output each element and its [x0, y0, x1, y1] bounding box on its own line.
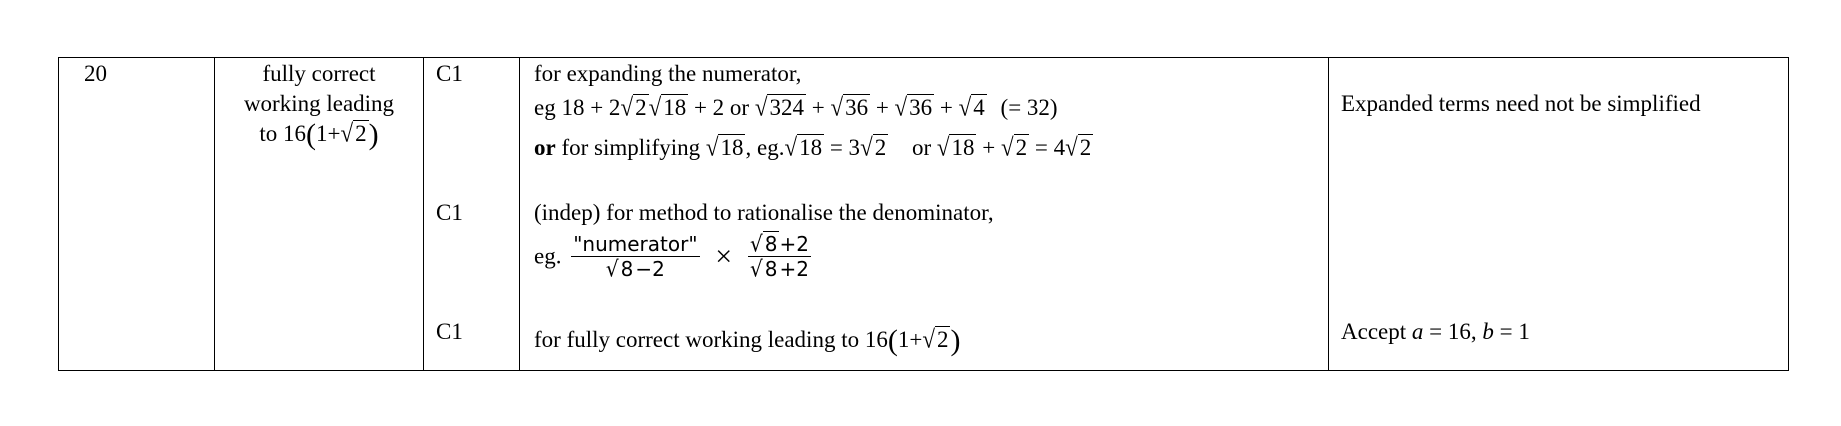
column-divider: [214, 57, 215, 371]
answer-line-3: to 16(1+√2): [259, 118, 379, 151]
note-accept: Accept a = 16, b = 1: [1341, 319, 1530, 344]
mark-code: C1: [436, 319, 463, 344]
column-divider: [519, 57, 520, 371]
fraction: $\frac{√ 8 +2}{√ 8 +2}$: [749, 230, 809, 283]
sqrt: √2: [340, 119, 367, 148]
column-divider: [1328, 57, 1329, 371]
note-expanded-terms: Expanded terms need not be simplified: [1341, 91, 1701, 116]
guidance-line: (indep) for method to rationalise the denominator,: [534, 200, 994, 225]
column-divider: [423, 57, 424, 371]
guidance-final: for fully correct working leading to 16(1+√2): [534, 324, 961, 357]
mark-code: C1: [436, 61, 463, 86]
guidance-simplify: or for simplifying √18, eg.√18 = 3√2 or √18 + √2 = 4√2: [534, 133, 1092, 162]
guidance-line: for expanding the numerator,: [534, 61, 802, 86]
guidance-rationalise: eg. $\frac{\text{"numerator"}}{√ 8 -2}$ × $\frac{√ 8 +2}{√ 8 +2}$: [534, 230, 809, 283]
answer-line-1: fully correct: [262, 61, 376, 86]
guidance-expansion: eg 18 + 2√2√18 + 2 or √324 + √36 + √36 + √4 (= 32): [534, 93, 1058, 122]
fraction: $\frac{\text{"numerator"}}{√ 8 -2}$: [573, 232, 698, 283]
question-number: 20: [84, 61, 107, 86]
answer-line-2: working leading: [243, 91, 395, 116]
mark-code: C1: [436, 200, 463, 225]
